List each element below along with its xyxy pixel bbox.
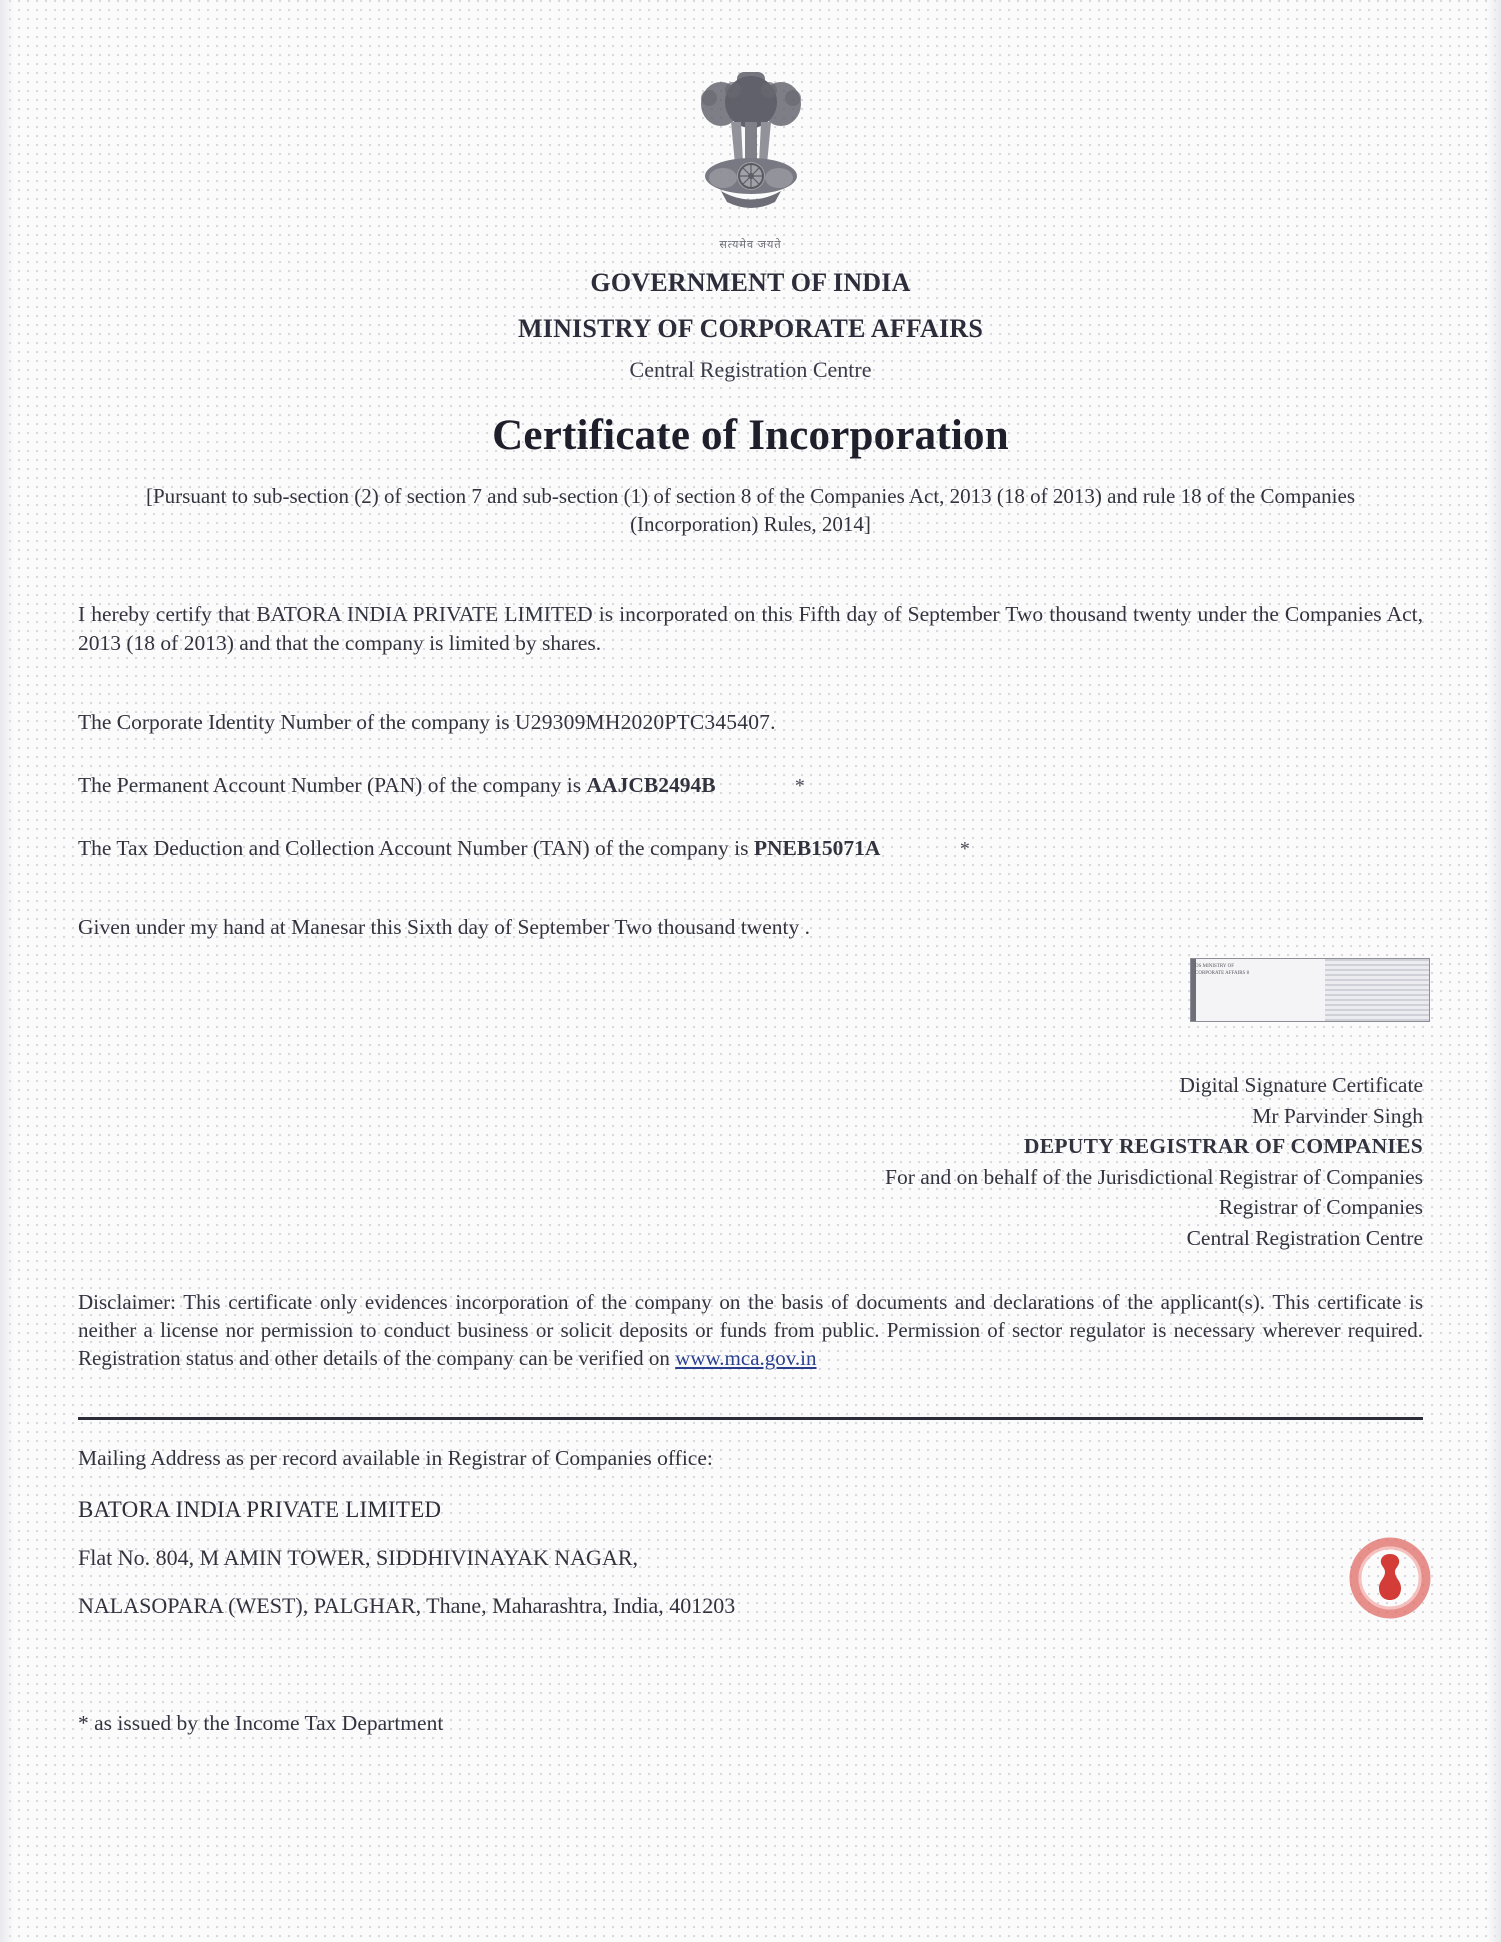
company-name: BATORA INDIA PRIVATE LIMITED bbox=[256, 602, 593, 627]
pan-value: AAJCB2494B bbox=[586, 773, 716, 798]
certify-prefix: I hereby certify that bbox=[78, 602, 257, 627]
pursuant-clause: [Pursuant to sub-section (2) of section 7 and sub-section (1) of section 8 of the Companies Act, 2013 (18 of 2013) and rule 18 of the Companies (Incorporation) Rules, 2014] bbox=[145, 483, 1355, 536]
tan-label: The Tax Deduction and Collection Account Number (TAN) of the company is bbox=[78, 836, 754, 861]
registration-centre-subtitle: Central Registration Centre bbox=[629, 356, 872, 382]
pan-line bbox=[78, 771, 1423, 800]
pan-asterisk: * bbox=[794, 775, 805, 798]
income-tax-footnote: * as issued by the Income Tax Department bbox=[78, 1711, 444, 1736]
mailing-address-heading: Mailing Address as per record available in Registrar of Companies office: bbox=[78, 1446, 713, 1471]
signatory-designation: DEPUTY REGISTRAR OF COMPANIES bbox=[1023, 1134, 1423, 1159]
signature-block bbox=[78, 1070, 1423, 1253]
tan-asterisk: * bbox=[959, 838, 970, 861]
disclaimer-text bbox=[78, 1289, 1423, 1373]
stamp-line-2: CORPORATE AFFAIRS 8 bbox=[1195, 970, 1250, 976]
signatory-centre: Central Registration Centre bbox=[1186, 1225, 1423, 1250]
government-heading: GOVERNMENT OF INDIA bbox=[590, 268, 911, 297]
emblem-motto: सत्यमेव जयते bbox=[719, 239, 782, 251]
certificate-body bbox=[78, 600, 1423, 942]
tan-value: PNEB15071A bbox=[753, 836, 881, 861]
stamp-pattern bbox=[1325, 959, 1429, 1021]
pan-label: The Permanent Account Number (PAN) of the company is bbox=[78, 773, 587, 798]
page-title: Certificate of Incorporation bbox=[492, 411, 1009, 459]
dsc-label: Digital Signature Certificate bbox=[1179, 1073, 1423, 1098]
signatory-name: Mr Parvinder Singh bbox=[1252, 1103, 1423, 1128]
mca-website-link[interactable]: www.mca.gov.in bbox=[675, 1346, 817, 1371]
section-divider bbox=[78, 1417, 1423, 1420]
disclaimer-body: Disclaimer: This certificate only evidences incorporation of the company on the basis of documents and declarations of the applicant(s). This certificate is neither a license nor permission to conduct business or solicit deposits or funds from public. Permission of sector regulator is necessary wherever required. Registration status and other details of the company can be verified on bbox=[78, 1290, 1423, 1371]
stamp-text bbox=[1195, 964, 1315, 978]
stamp-line-1: DS MINISTRY OF bbox=[1195, 964, 1234, 969]
given-under-hand-line: Given under my hand at Manesar this Sixth day of September Two thousand twenty . bbox=[78, 915, 810, 940]
cin-line bbox=[78, 708, 1423, 737]
signatory-behalf: For and on behalf of the Jurisdictional Registrar of Companies bbox=[885, 1164, 1423, 1189]
signatory-registrar: Registrar of Companies bbox=[1218, 1195, 1423, 1220]
national-emblem-icon bbox=[691, 58, 811, 243]
cin-label: The Corporate Identity Number of the company is bbox=[78, 710, 516, 735]
cin-value: U29309MH2020PTC345407. bbox=[515, 710, 776, 735]
emblem-container bbox=[78, 0, 1423, 252]
mailing-company-name: BATORA INDIA PRIVATE LIMITED bbox=[78, 1497, 442, 1523]
certification-statement bbox=[78, 600, 1423, 658]
mailing-address-line-1: Flat No. 804, M AMIN TOWER, SIDDHIVINAYAK NAGAR, bbox=[78, 1545, 639, 1571]
certify-suffix: is incorporated on this Fifth day of September Two thousand twenty under the Companies Act, 2013 (18 of 2013) and that the company is limited by shares. bbox=[78, 602, 1423, 656]
tan-line bbox=[78, 834, 1423, 863]
digital-signature-stamp bbox=[1190, 958, 1430, 1022]
mailing-address-line-2: NALASOPARA (WEST), PALGHAR, Thane, Maharashtra, India, 401203 bbox=[78, 1593, 736, 1619]
ministry-heading: MINISTRY OF CORPORATE AFFAIRS bbox=[518, 314, 983, 344]
red-round-seal bbox=[1338, 1526, 1442, 1630]
